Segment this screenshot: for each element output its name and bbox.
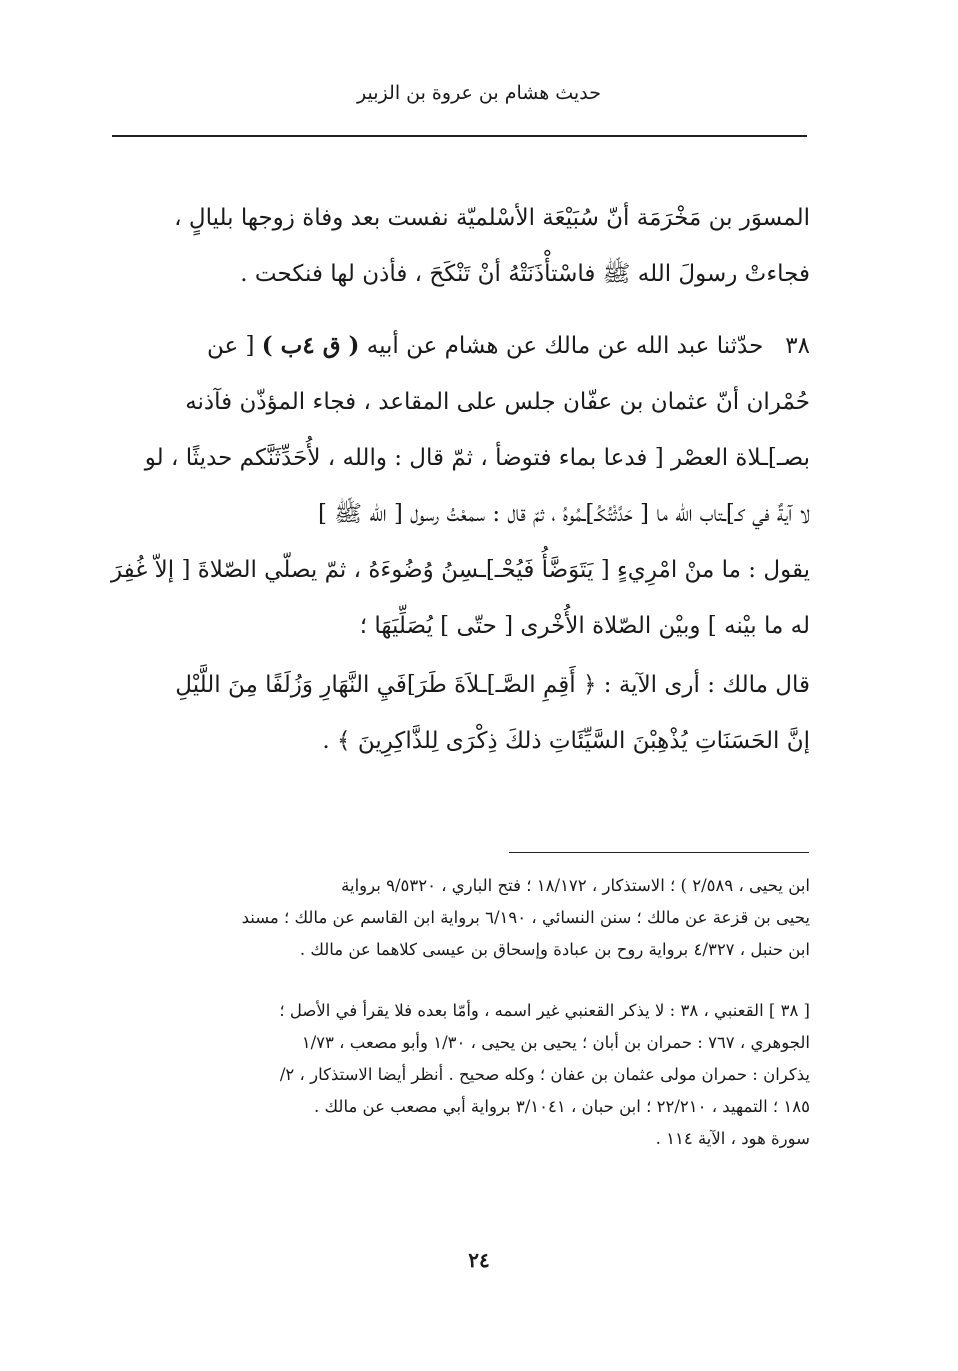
footnote-38	[108, 995, 810, 1155]
text-line: بصـ]ـلاة العصْر [ فدعا بماء فتوضأ ، ثمّ قال : والله ، لأُحَدِّثَنَّكم حديثًا ، لو	[144, 445, 810, 471]
text-line: يقول : ما منْ امْرِيءٍ [ يَتَوَضَّأُ فَيُحْـ]ـسِنُ وُضُوءَهُ ، ثمّ يصلّي الصّلاةَ [ إلاّ غُفِرَ	[110, 557, 810, 583]
bracket-open: [ عن	[206, 333, 255, 359]
running-header-title: حديث هشام بن عروة بن الزبير	[357, 82, 601, 104]
text-line: له ما بيْنه ] وبيْن الصّلاة الأُخْرى [ حتّى ] يُصَلِّيَهَا ؛	[359, 613, 810, 639]
text-line: إنَّ الحَسَنَاتِ يُذْهِبْنَ السَّيِّئَاتِ ذلكَ ذِكْرَى لِلذَّاكِرِينَ ﴾ .	[322, 728, 810, 754]
footnote-line: ابن يحيى ، ٢/٥٨٩ ) ؛ الاستذكار ، ١٨/١٧٢ ؛ فتح الباري ، ٩/٥٣٢٠ برواية	[341, 876, 810, 895]
page-number: ٢٤	[468, 1248, 490, 1272]
text-line-first	[108, 318, 810, 374]
footnote-line: ١٨٥ ؛ التمهيد ، ٢٢/٢١٠ ؛ ابن حبان ، ٣/١٠٤١ برواية أبي مصعب عن مالك .	[314, 1097, 810, 1116]
footnote-line: سورة هود ، الآية ١١٤ .	[655, 1129, 810, 1148]
footnote-rule	[509, 852, 809, 853]
paragraph-continuation	[108, 190, 810, 302]
text-line: لا آيةٌ في كـ]ـتاب الله ما [ حَدَّثْتُكُـ]ـمُوهُ ، ثمّ قال : سمعْتُ رسول [ الله ﷺ ]	[318, 501, 810, 527]
text-line: فجاءتْ رسولَ الله ﷺ فاسْتأْذَنَتْهُ أنْ تَنْكَحَ ، فأذن لها فنكحت .	[240, 261, 810, 287]
hadith-number: ٣٨	[785, 333, 810, 359]
footnote-line: [ ٣٨ ] القعنبي ، ٣٨ : لا يذكر القعنبي غير اسمه ، وأمّا بعده فلا يقرأ في الأصل ؛	[279, 1001, 810, 1020]
folio-marker: ( ق ٤ب )	[261, 332, 360, 359]
malik-comment-paragraph	[108, 657, 810, 769]
footnote-line: يحيى بن قزعة عن مالك ؛ سنن النسائي ، ٦/١٩٠ برواية ابن القاسم عن مالك ؛ مسند	[241, 908, 810, 927]
hadith-38-paragraph	[108, 318, 810, 654]
text-line: المسوَر بن مَخْرَمَة أنّ سُبَيْعَة الأسْلميّة نفست بعد وفاة زوجها بليالٍ ،	[174, 205, 810, 231]
text-line: قال مالك : أرى الآية : ﴿ أَقِمِ الصَّـ]ـلاَةَ طَرَ]فَيِ النَّهَارِ وَزُلَفًا مِنَ اللَّيْلِ	[175, 672, 810, 698]
footnote-line: يذكران : حمران مولى عثمان بن عفان ؛ وكله صحيح . أنظر أيضا الاستذكار ، ٢/	[279, 1065, 810, 1084]
footnote-line: ابن حنبل ، ٤/٣٢٧ برواية روح بن عبادة وإسحاق بن عيسى كلاهما عن مالك .	[299, 940, 810, 959]
text-line: حُمْران أنّ عثمان بن عفّان جلس على المقاعد ، فجاء المؤذّن فآذنه	[185, 389, 810, 415]
footnote-line: الجوهري ، ٧٦٧ : حمران بن أبان ؛ يحيى بن يحيى ، ١/٣٠ وأبو مصعب ، ١/٧٣	[301, 1033, 810, 1052]
text-segment: حدّثنا عبد الله عن مالك عن هشام عن أبيه	[366, 333, 764, 359]
footnote-continuation	[108, 870, 810, 966]
header-rule	[112, 135, 807, 137]
